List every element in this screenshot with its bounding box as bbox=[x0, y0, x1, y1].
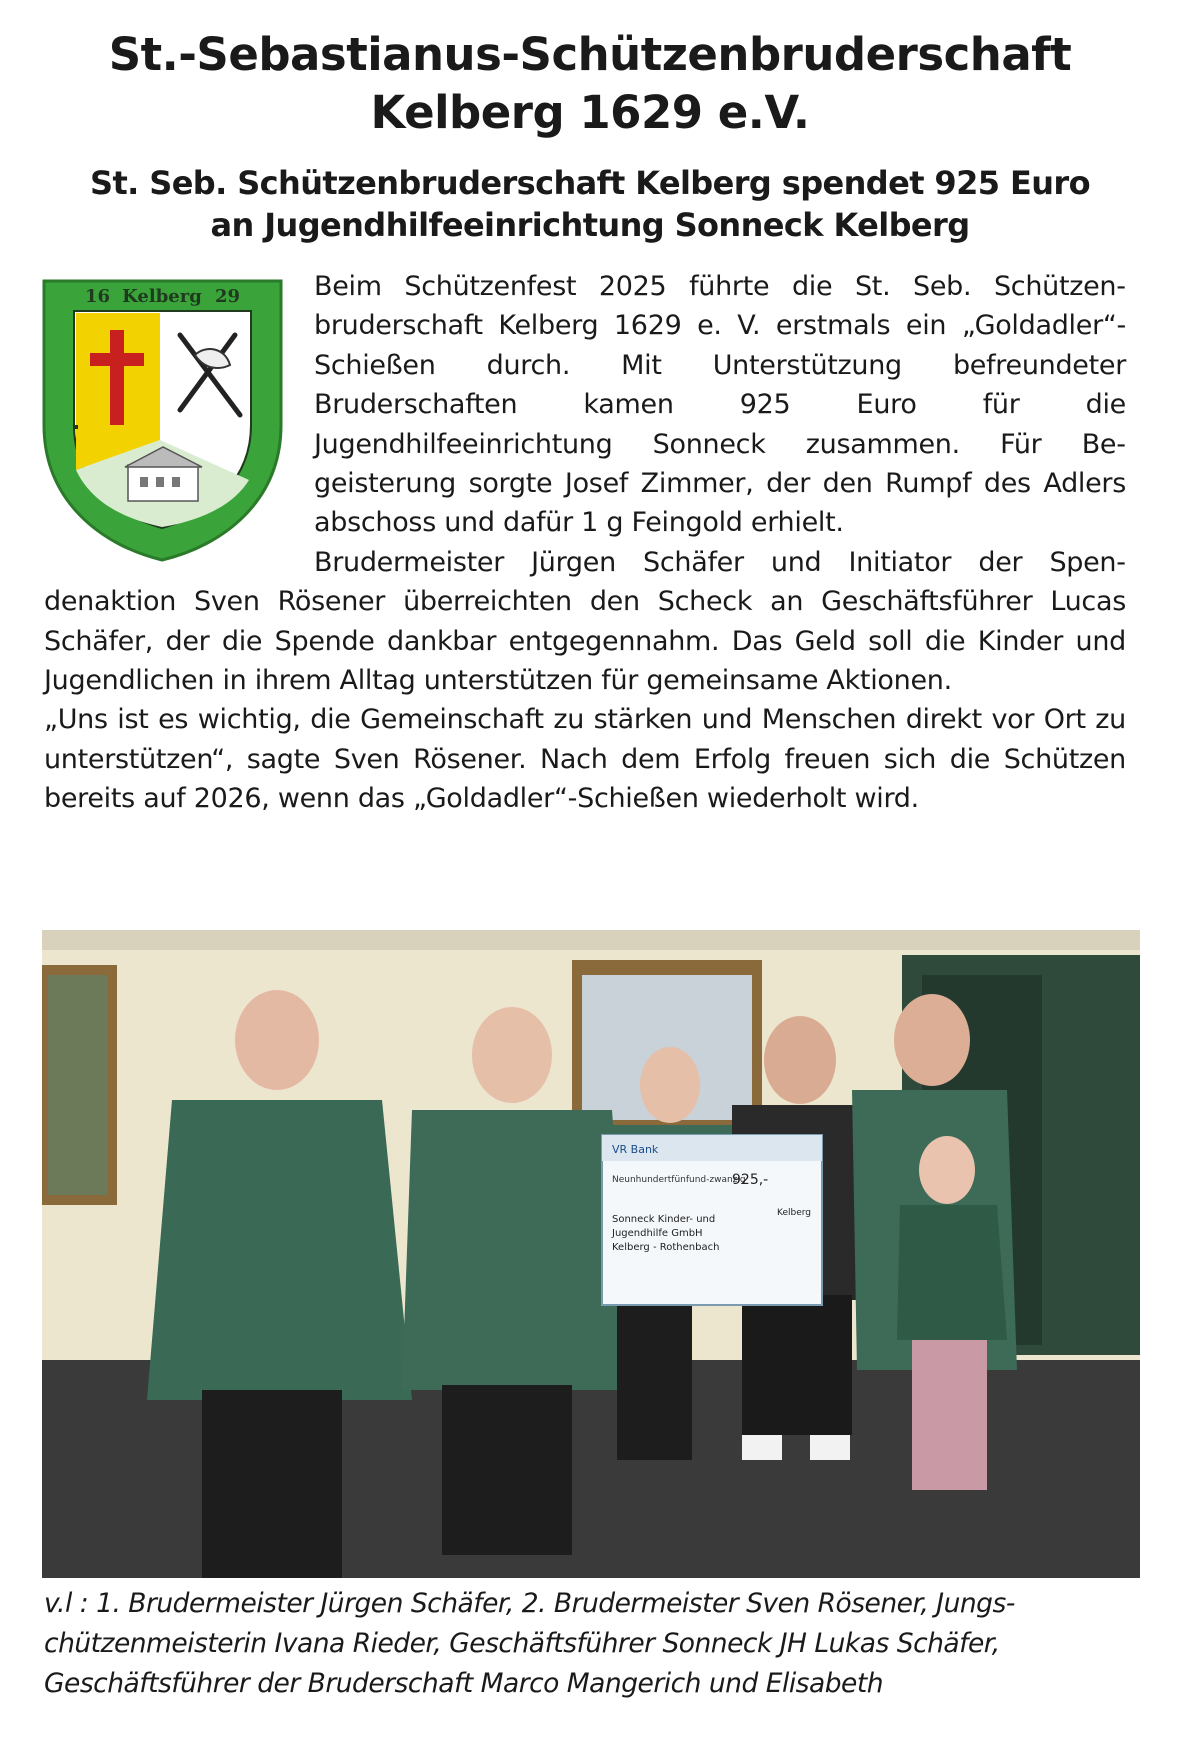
cheque-amount-words: Neunhundertfünfund-zwanzig bbox=[612, 1175, 746, 1185]
crest-year-right: 29 bbox=[214, 286, 240, 307]
cheque-recipient-3: Kelberg - Rothenbach bbox=[612, 1242, 720, 1253]
cheque-place: Kelberg bbox=[777, 1208, 811, 1218]
article-paragraph-1: Beim Schützenfest 2025 führte die St. Seb. Schützenbruderschaft Kelberg 1629 e. V. erstmals ein „Goldadler“-Schießen durch. Mit Unterstützung befreundeter Bruderschaften kamen 925 Euro für die Jugendhilfeeinrichtung Sonneck zusammen. Für Begeisterung sorgte Josef Zimmer, der den Rumpf des Adlers abschoss und dafür 1 g Feingold erhielt. bbox=[314, 271, 1126, 539]
cheque-recipient-2: Jugendhilfe GmbH bbox=[612, 1228, 703, 1239]
cheque-amount: 925,- bbox=[732, 1172, 769, 1188]
article-paragraph-2: Brudermeister Jürgen Schäfer und Initiator der Spendenaktion Sven Rösener überreichten den Scheck an Geschäftsführer Lucas Schäfer, der die Spende dankbar entgegennahm. Das Geld soll die Kinder und Jugendlichen in ihrem Alltag unterstützen für gemeinsame Aktionen. bbox=[44, 546, 1126, 697]
article-headline-line2: an Jugendhilfeeinrichtung Sonneck Kelberg bbox=[210, 206, 970, 244]
article-headline-line1: St. Seb. Schützenbruderschaft Kelberg spendet 925 Euro bbox=[90, 164, 1090, 202]
article-paragraph-3: „Uns ist es wichtig, die Gemeinschaft zu stärken und Menschen direkt vor Ort zu unterstützen“, sagte Sven Rösener. Nach dem Erfolg freuen sich die Schützen bereits auf 2026, wenn das „Goldadler“-Schießen wiederholt wird. bbox=[44, 704, 1126, 815]
article-body bbox=[44, 267, 1126, 819]
cheque-handover-photo bbox=[42, 930, 1140, 1578]
crest-year-left: 16 bbox=[85, 286, 111, 307]
article-headline bbox=[0, 162, 1180, 246]
logo-float-spacer bbox=[44, 267, 314, 567]
crest-place: Kelberg bbox=[122, 286, 202, 307]
organization-title-line2: Kelberg 1629 e.V. bbox=[370, 86, 810, 139]
photo-caption: v.l : 1. Brudermeister Jürgen Schäfer, 2. Brudermeister Sven Rösener, Jungschützenmeisterin Ivana Rieder, Geschäftsführer Sonneck JH Lukas Schäfer, Geschäftsführer der Bruderschaft Marco Mangerich und Elisabeth bbox=[44, 1588, 1016, 1699]
organization-title-line1: St.-Sebastianus-Schützenbruderschaft bbox=[108, 28, 1072, 81]
photo-illustration bbox=[42, 930, 1140, 1578]
organization-title bbox=[0, 26, 1180, 142]
cheque-recipient-1: Sonneck Kinder- und bbox=[612, 1214, 716, 1225]
cheque-bank: VR Bank bbox=[612, 1143, 659, 1156]
